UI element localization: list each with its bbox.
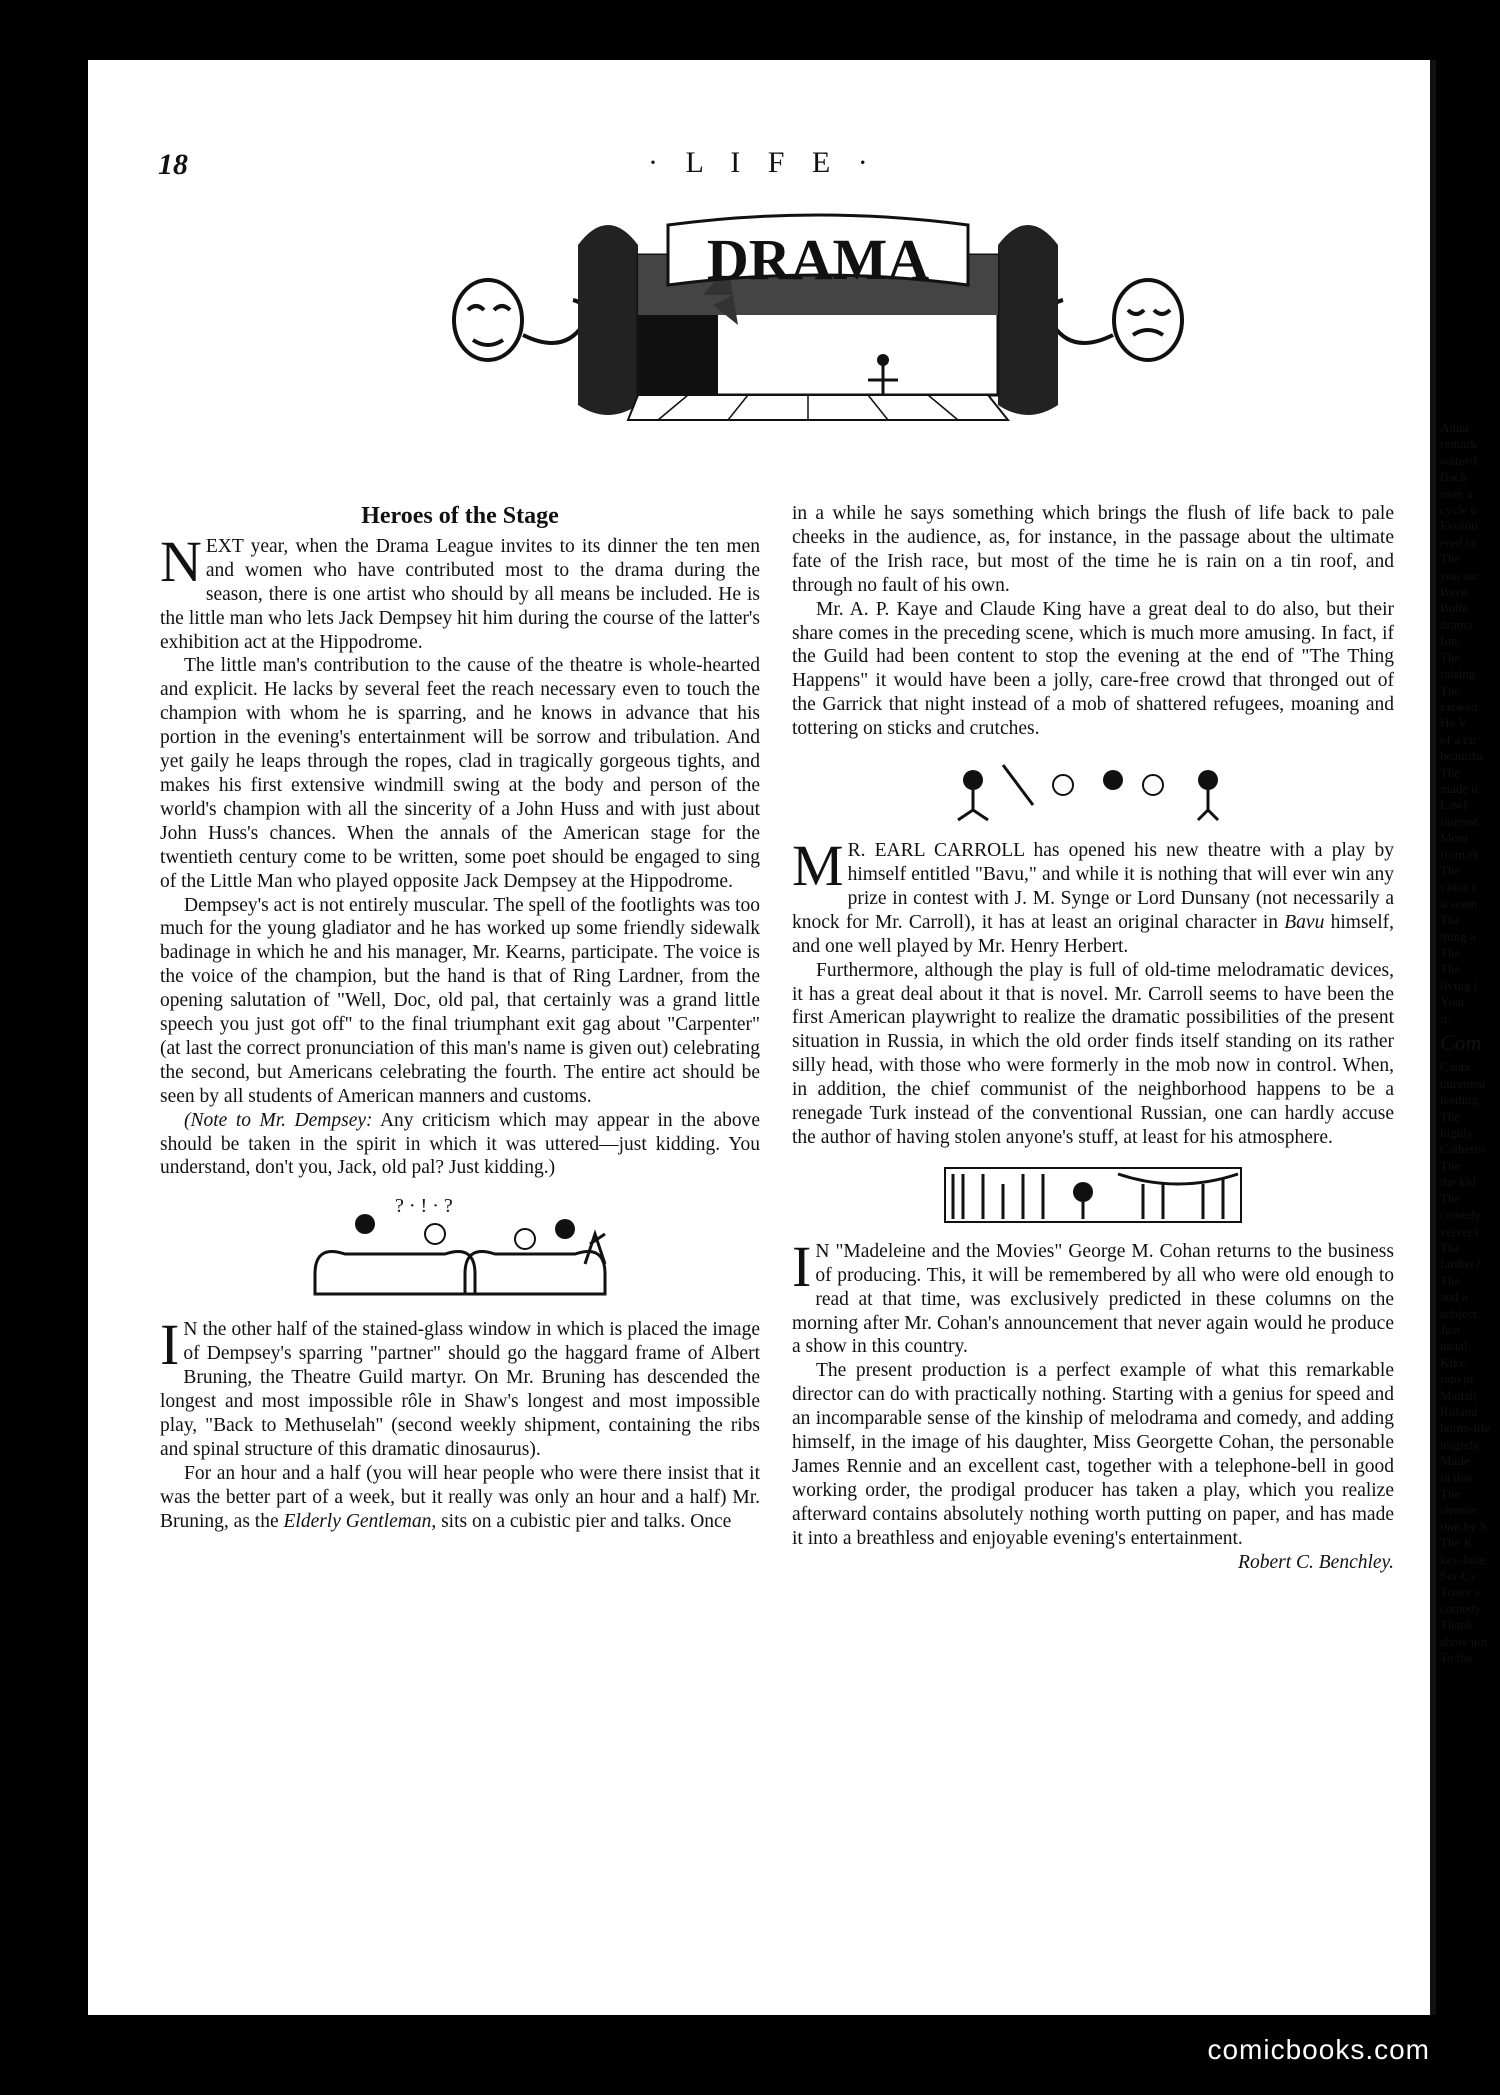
page-number: 18 <box>158 148 188 181</box>
sidebar-line: drama <box>1440 616 1473 632</box>
sidebar-line: Six-Cy <box>1440 1568 1477 1584</box>
sidebar-line: made u <box>1440 780 1478 796</box>
paragraph: I N "Madeleine and the Movies" George M. Cohan returns to the business of producing. This, it will be remembered by all who were old enough to read at that time, was exclusively predicted in these columns on the morning after Mr. Cohan's announcement that never again would he produce a show in this country. <box>792 1233 1394 1358</box>
sidebar-line: viewed <box>1440 698 1478 714</box>
sidebar-line: Made <box>1440 1453 1470 1469</box>
sidebar-line: beautifu <box>1440 748 1483 764</box>
sidebar-line: key-hole. <box>1440 1551 1489 1567</box>
article-heading: Heroes of the Stage <box>361 503 559 529</box>
left-column <box>160 505 760 1534</box>
svg-text:? · ! · ?: ? · ! · ? <box>395 1195 453 1218</box>
paragraph: For an hour and a half (you will hear people who were there insist that it was the better part of a week, but it really was only an hour and a half) Mr. Bruning, as the Elderly Gentleman, sits on a cubistic pier and talks. Once <box>160 1462 760 1532</box>
sidebar-line: Catherin <box>1440 1141 1485 1157</box>
left-mask-icon <box>454 280 586 360</box>
sidebar-line: Just <box>1440 1321 1461 1337</box>
sidebar-line: it seem <box>1440 895 1478 911</box>
drop-cap: M <box>792 833 844 899</box>
sidebar-line: tion by S <box>1440 1518 1487 1534</box>
right-column <box>792 502 1394 1575</box>
sidebar-line: Anna <box>1440 420 1469 435</box>
paragraph: The present production is a perfect example of what this remarkable director can do with practically nothing. Starting with a genius for speed and an incomparable sense of the kinship of melodrama and comedy, and adding himself, in the image of his daughter, Miss Georgette Cohan, the personable James Rennie and an excellent cast, together with a telephone-bell in good working order, the prodigal producer has taken a play, which you realize afterward contains absolutely nothing worth putting on paper, and has made it into a breathless and enjoyable evening's entertainment. Robert C. Benchley. <box>792 1360 1394 1573</box>
sidebar-line: Kiki. <box>1440 1354 1467 1370</box>
sidebar-line: show not <box>1440 1633 1488 1649</box>
sidebar-line: Lawf <box>1440 797 1468 813</box>
sidebar-line: The <box>1440 649 1461 665</box>
sidebar-line: The <box>1440 1239 1461 1255</box>
sidebar-line: tainment <box>1440 1075 1486 1091</box>
magazine-page <box>88 60 1491 2015</box>
sidebar-line: Thank <box>1440 1617 1474 1633</box>
sidebar-line: The <box>1440 551 1461 567</box>
sidebar-line: Mont <box>1440 830 1469 846</box>
sidebar-line: Madan <box>1440 1387 1477 1403</box>
sidebar-line: leading. <box>1440 1092 1482 1108</box>
sidebar-line: The <box>1440 1190 1461 1206</box>
sidebar-line: fun. <box>1440 633 1461 649</box>
sidebar-line: usual <box>1440 1338 1468 1354</box>
sidebar-line: Bulle <box>1440 600 1469 616</box>
sidebar-line: The <box>1440 912 1461 928</box>
sidebar-line: subject <box>1440 1305 1477 1321</box>
sidebar-line: interest <box>1440 813 1479 829</box>
paragraph: The little man's contribution to the cause of the theatre is whole-hearted and explicit. He lacks by several feet the reach necessary even to touch the champion with whom he is sparring, and he knows in advance that his portion in the evening's entertainment will be sorrow and tribulation. And yet gaily he leaps through the ropes, clad in tragically gorgeous tights, and makes his first extensive windmill swing at the body and person of the world's champion with all the sincerity of a John Huss and with just about John Huss's chances. When the annals of the American stage for the twentieth century come to be written, some poet should be engaged to sing of the Little Man who played opposite Jack Dempsey at the Hippodrome. <box>160 655 760 892</box>
sidebar-line: of a cir <box>1440 731 1477 747</box>
paragraph: NEXT year, when the Drama League invites to its dinner the ten men and women who have contributed most to the drama during the season, there is one artist who should by all means be included. He is the little man who lets Jack Dempsey hit him during the course of the latter's exhibition act at the Hippodrome. <box>160 528 760 653</box>
paragraph: Furthermore, although the play is full of old-time melodramatic devices, it has a great deal about it that is novel. Mr. Carroll seems to have been the first American playwright to realize the dramatic possibilities of the present situation in Russia, in which the old order finds itself standing on its rather silly head, with those who were formerly in the mob now in control. When, in addition, the chief communist of the neighborhood happens to be a renegade Turk instead of the conventional Russian, one can hardly accuse the author of having stolen anyone's stuff, at least for his atmosphere. <box>792 959 1394 1148</box>
adjacent-page-fragment <box>1440 60 1500 2015</box>
right-mask-icon <box>1050 280 1182 360</box>
sidebar-line: you sur <box>1440 567 1479 583</box>
watermark: comicbooks.com <box>1207 2034 1430 2065</box>
sidebar-line: The <box>1440 682 1461 698</box>
author-signature: Robert C. Benchley. <box>1238 1551 1394 1573</box>
drop-cap: I <box>792 1233 812 1299</box>
sidebar-line: Truex a <box>1440 1584 1480 1600</box>
sidebar-line: comedy <box>1440 1600 1482 1616</box>
sidebar-line: The <box>1440 1157 1461 1173</box>
sidebar-line: slender <box>1440 1502 1478 1518</box>
sidebar-line: highly <box>1440 1125 1474 1141</box>
paragraph: Dempsey's act is not entirely muscular. The spell of the footlights was too much for the young gladiator and he has worked up some friendly sidewalk badinage in which he and his manager, Mr. Kearns, participate. The voice is the voice of the champion, but the hand is that of Ring Lardner, from the opening salutation of "Well, Doc, old pal, that certainly was a grand little speech you just got off" to the final triumphant exit gag about "Carpenter" (at last the correct pronunciation of this man's name is given out) celebrating the second, but Americans celebrating the fourth. The entire act should be seen by all students of American manners and customs. <box>160 894 760 1107</box>
paragraph: in a while he says something which brings the flush of life back to pale cheeks in the audience, as, for instance, in the passage about the ultimate fate of the Irish race, but most of the time he is rain on a tin roof, and through no fault of his own. <box>792 503 1394 596</box>
sidebar-line: ered to <box>1440 534 1476 550</box>
paragraph: M R. EARL CARROLL has opened his new theatre with a play by himself entitled "Bavu," and while it is nothing that will ever win any prize in contest with J. M. Synge or Lord Dunsany (not necessarily a knock for Mr. Carroll), it has at least an original character in Bavu himself, and one well played by Mr. Henry Herbert. <box>792 833 1394 957</box>
sidebar-line: farther? <box>1440 1256 1481 1272</box>
sidebar-line: velvet i <box>1440 1223 1479 1239</box>
sidebar-line: The <box>1440 862 1461 878</box>
sidebar-heading: Com <box>1440 1030 1482 1056</box>
sidebar-line: The <box>1440 1272 1461 1288</box>
sidebar-line: The <box>1440 1486 1461 1501</box>
sidebar-line: Roland <box>1440 1403 1478 1419</box>
sidebar-line: the kid <box>1440 1174 1476 1190</box>
paragraph: I N the other half of the stained-glass window in which is placed the image of Dempsey's sparring "partner" should go the haggard frame of Albert Bruning, the Theatre Guild martyr. On Mr. Bruning has descended the longest and most impossible rôle in Shaw's longest and most impossible play, "Back to Methuselah" (second weekly shipment, containing the ribs and spinal structure of this dramatic dinosaurus). <box>160 1312 760 1460</box>
sidebar-line: over a <box>1440 485 1473 501</box>
paragraph: (Note to Mr. Dempsey: Any criticism which may appear in the above should be taken in the spirit in which it was uttered—just kidding. You understand, don't you, Jack, old pal? Just kidding.) <box>160 1109 761 1179</box>
sidebar-line: The <box>1440 945 1461 960</box>
sidebar-line: To the <box>1440 1650 1473 1666</box>
drama-banner-illustration <box>428 205 1208 445</box>
sidebar-line: it. <box>1440 1010 1451 1026</box>
banner-title: DRAMA <box>706 227 930 292</box>
sidebar-line: comedy. <box>1440 1207 1484 1223</box>
sidebar-line: water-f <box>1440 452 1478 468</box>
sidebar-line: He V <box>1440 715 1468 731</box>
sidebar-line: living i <box>1440 977 1478 993</box>
drama-title-scroll <box>668 215 968 292</box>
sidebar-line: Bavu <box>1440 584 1468 600</box>
sidebar-line: The <box>1440 961 1461 977</box>
sidebar-line: The <box>1440 1108 1461 1124</box>
magazine-masthead: · L I F E · <box>648 146 878 179</box>
sidebar-line: tragedy. <box>1440 1436 1482 1452</box>
sidebar-line: from th <box>1440 846 1479 862</box>
sidebar-line: remark <box>1440 436 1477 452</box>
stage-curtain-illustration <box>943 1164 1243 1226</box>
sofa-characters-illustration <box>295 1194 625 1304</box>
sidebar-line: into pl <box>1440 1371 1474 1387</box>
sidebar-line: Capta <box>1440 1059 1471 1075</box>
sidebar-line: home-life <box>1440 1420 1491 1436</box>
sidebar-line: vious s <box>1440 879 1477 895</box>
drop-cap: N <box>160 528 202 594</box>
sidebar-lines <box>1440 420 1500 1027</box>
sidebar-line: Back <box>1440 469 1467 485</box>
sticks-crowd-illustration <box>933 755 1253 825</box>
sidebar-line: cycle o <box>1440 502 1478 518</box>
page-gutter <box>1430 60 1436 2015</box>
sidebar-line: Your <box>1440 994 1466 1010</box>
paragraph: Mr. A. P. Kaye and Claude King have a great deal to do also, but their share comes in the preceding scene, which is much more amusing. In fact, if the Guild had been content to stop the evening at the end of "The Thing Happens" it would have been a jolly, care-free crowd that thronged out of the Garrick that night instead of a mob of shattered refugees, moaning and tottering on sticks and crutches. <box>792 598 1394 740</box>
drop-cap: I <box>160 1312 180 1378</box>
sidebar-line: and a <box>1440 1289 1468 1305</box>
sidebar-line: in this <box>1440 1469 1473 1485</box>
sidebar-line: The R <box>1440 1535 1473 1551</box>
sidebar-line: The <box>1440 764 1461 780</box>
sidebar-line: thing a <box>1440 928 1476 944</box>
sidebar-line: raising <box>1440 666 1476 682</box>
sidebar-line: Evoluti <box>1440 518 1479 534</box>
sidebar-lines <box>1440 1059 1500 1666</box>
